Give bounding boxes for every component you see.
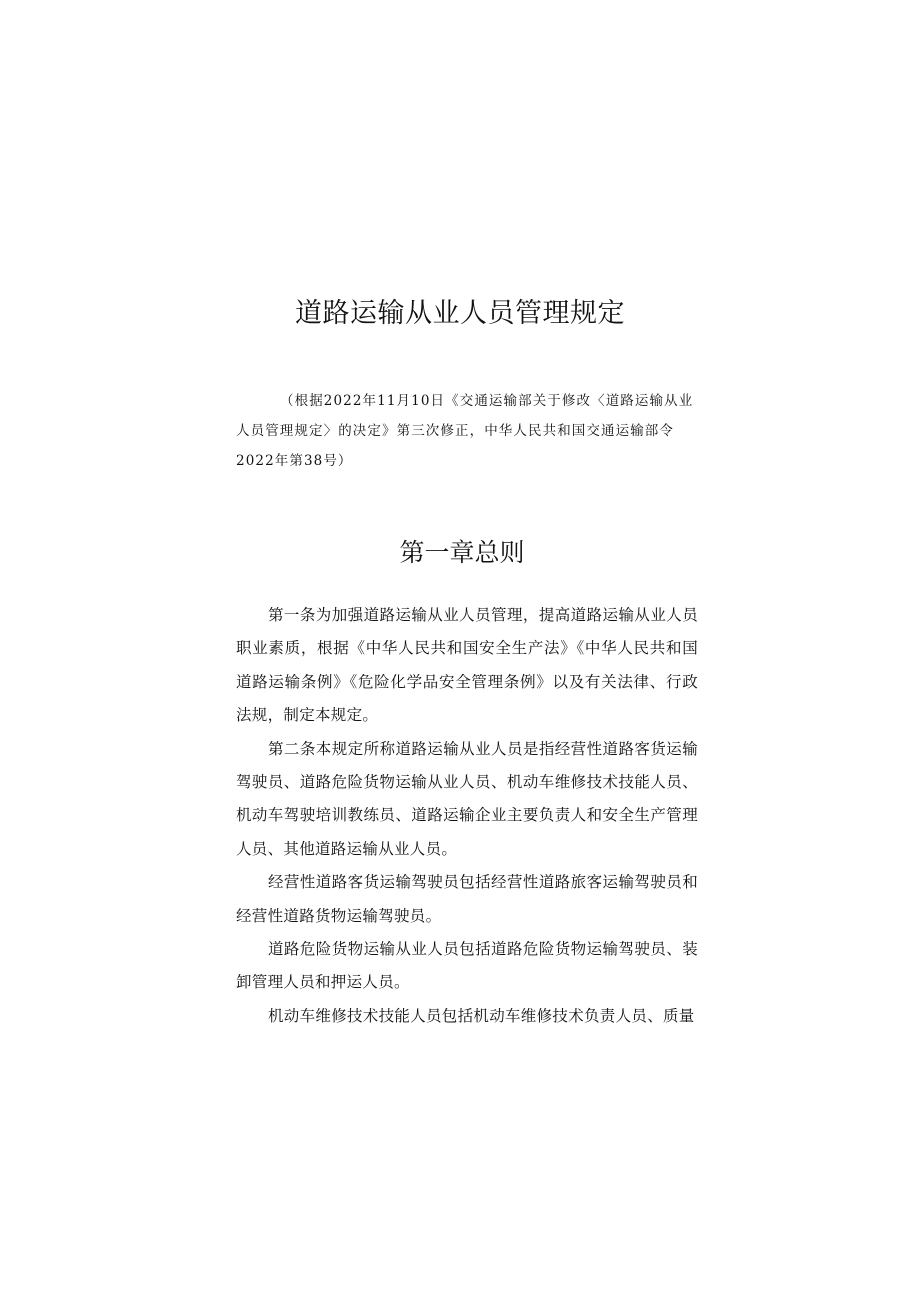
chapter-title: 第一章总则: [399, 538, 525, 567]
paragraph-vehicle-maintenance-staff: 机动车维修技术技能人员包括机动车维修技术负责人员、质量: [268, 1006, 695, 1025]
paragraph-article-1: 第一条为加强道路运输从业人员管理，提高道路运输从业人员职业素质，根据《中华人民共和国安全生产法》《中华人民共和国道路运输条例》《危险化学品安全管理条例》以及有关法律、行政法规，制定本规定。: [236, 606, 698, 725]
paragraph-article-2: 第二条本规定所称道路运输从业人员是指经营性道路客货运输驾驶员、道路危险货物运输从业人员、机动车维修技术技能人员、机动车驾驶培训教练员、道路运输企业主要负责人和安全生产管理人员、其他道路运输从业人员。: [236, 739, 698, 858]
paragraph-passenger-freight-drivers: 经营性道路客货运输驾驶员包括经营性道路旅客运输驾驶员和经营性道路货物运输驾驶员。: [236, 873, 698, 925]
amendment-note: （根据2022年11月10日《交通运输部关于修改〈道路运输从业人员管理规定〉的决定》第三次修正，中华人民共和国交通运输部令2022年第38号）: [236, 393, 694, 469]
body-text: [236, 599, 698, 1033]
document-title: 道路运输从业人员管理规定: [295, 298, 625, 329]
paragraph-dangerous-goods-staff: 道路危险货物运输从业人员包括道路危险货物运输驾驶员、装卸管理人员和押运人员。: [236, 940, 698, 992]
